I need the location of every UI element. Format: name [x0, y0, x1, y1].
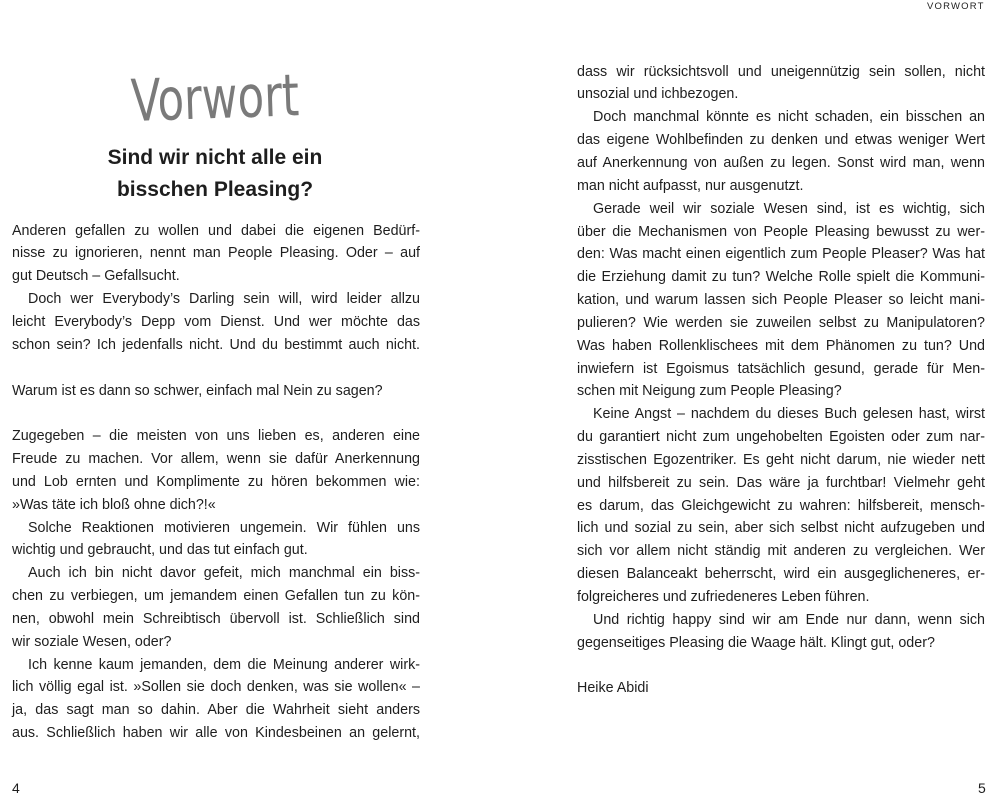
text-line: chen zu verbiegen, um jemandem einen Gefallen tun zu kön-	[12, 588, 420, 605]
paragraph	[12, 654, 420, 745]
text-line: lich und sozial zu sein, aber sich selbst nicht aufzugeben und	[577, 520, 985, 537]
text-line: sich vor allem nicht ständig mit anderen zu vergleichen. Wer	[577, 543, 985, 560]
subtitle-line: Sind wir nicht alle ein	[107, 146, 323, 169]
text-line: diesen Balanceakt beherrscht, wird ein ausgeglicheneres, er-	[577, 566, 985, 583]
paragraph	[12, 380, 420, 403]
text-line: über die Mechanismen von People Pleasing bewusst zu wer-	[577, 223, 985, 240]
text-line: Solche Reaktionen motivieren ungemein. Wir fühlen uns	[28, 519, 420, 536]
text-line: Was haben Rollenklischees mit dem Phänomen zu tun? Und	[577, 337, 985, 354]
text-line: das eigene Wohlbefinden zu denken und etwas weniger Wert	[577, 132, 985, 149]
text-line: den: Was macht einen eigentlich zum People Pleaser? Was hat	[577, 246, 985, 263]
paragraph	[577, 61, 985, 107]
text-line: inwiefern ist Egoismus tatsächlich gesund, gerade für Men-	[577, 360, 985, 377]
author-signature: Heike Abidi	[577, 680, 649, 697]
text-line: Warum ist es dann so schwer, einfach mal Nein zu sagen?	[12, 382, 383, 399]
right-page	[500, 0, 1000, 800]
text-line: pulieren? Wie werden sie zuweilen selbst zu Manipulatoren?	[577, 314, 985, 331]
text-line: kation, und warum lassen sich People Pleaser so leicht mani-	[577, 292, 985, 309]
text-line: nen, obwohl mein Schreibtisch übervoll ist. Schließlich sind	[12, 610, 420, 627]
text-line: Doch manchmal könnte es nicht schaden, ein bisschen an	[593, 109, 985, 126]
text-line: Auch ich bin nicht davor gefeit, mich manchmal ein biss-	[28, 565, 420, 582]
chapter-title: Vorwort	[129, 61, 301, 135]
text-line: gegenseitiges Pleasing die Waage hält. Klingt gut, oder?	[577, 634, 935, 651]
text-line: und hilfsbereit zu sein. Das wäre ja furchtbar! Vielmehr geht	[577, 474, 985, 491]
text-line: zisstischen Egozentriker. Es geht nicht darum, nie wieder nett	[577, 451, 985, 468]
text-line: Freude zu machen. Vor allem, wenn sie dafür Anerkennung	[12, 451, 420, 468]
text-line: und Lob ernten und Komplimente zu hören bekommen wie:	[12, 473, 420, 490]
text-line: ja, das sagt man so dahin. Aber die Wahrheit sieht anders	[12, 702, 420, 719]
text-line: Doch wer Everybody’s Darling sein will, wird leider allzu	[28, 291, 420, 308]
paragraph	[12, 562, 420, 653]
text-line: Und richtig happy sind wir am Ende nur dann, wenn sich	[593, 611, 985, 628]
text-line: Ich kenne kaum jemanden, dem die Meinung anderer wirk-	[28, 656, 420, 673]
paragraph	[577, 198, 985, 404]
text-line: schon sein? Ich jedenfalls nicht. Und du bestimmt auch nicht.	[12, 336, 420, 353]
blank-line	[577, 655, 985, 678]
running-header: VORWORT	[927, 1, 985, 12]
paragraph	[12, 220, 420, 289]
page-number-right: 5	[978, 780, 986, 796]
text-line: die Erziehung damit zu tun? Welche Rolle spielt die Kommuni-	[577, 269, 985, 286]
left-page-body	[12, 220, 420, 745]
paragraph	[12, 425, 420, 516]
text-line: lich völlig egal ist. »Sollen sie doch denken, was sie wollen« –	[12, 679, 420, 696]
text-line: folgreicheres und zufriedeneres Leben führen.	[577, 589, 870, 605]
chapter-subtitle	[95, 142, 335, 206]
text-line: wichtig und gebraucht, und das tut einfach gut.	[12, 542, 308, 559]
paragraph	[577, 403, 985, 609]
page-number-left: 4	[12, 780, 20, 796]
paragraph	[12, 517, 420, 563]
text-line: Anderen gefallen zu wollen und dabei die eigenen Bedürf-	[12, 222, 420, 239]
text-line: schen mit Neigung zum People Pleasing?	[577, 383, 842, 400]
text-line: Gerade weil wir soziale Wesen sind, ist es wichtig, sich	[593, 200, 985, 217]
text-line: es darum, das Gleichgewicht zu wahren: hilfsbereit, mensch-	[577, 497, 985, 514]
text-line: leicht Everybody’s Depp vom Dienst. Und wer möchte das	[12, 313, 420, 330]
text-line: man nicht aufpasst, nur ausgenutzt.	[577, 177, 804, 194]
paragraph	[577, 609, 985, 655]
text-line: nisse zu ignorieren, nennt man People Pleasing. Oder – auf	[12, 245, 420, 262]
text-line: du garantiert nicht zum ungehobelten Egoisten oder zum nar-	[577, 429, 985, 446]
paragraph	[12, 288, 420, 357]
subtitle-line: bisschen Pleasing?	[116, 178, 314, 201]
text-line: unsozial und ichbezogen.	[577, 86, 739, 103]
text-line: »Was täte ich bloß ohne dich?!«	[12, 496, 216, 513]
right-page-body	[577, 61, 985, 701]
text-line: gut Deutsch – Gefallsucht.	[12, 268, 180, 285]
text-line: Zugegeben – die meisten von uns lieben es, anderen eine	[12, 428, 420, 445]
blank-line	[12, 402, 420, 425]
text-line: Keine Angst – nachdem du dieses Buch gelesen hast, wirst	[593, 406, 985, 423]
text-line: wir soziale Wesen, oder?	[12, 633, 172, 650]
text-line: dass wir rücksichtsvoll und uneigennützig sein sollen, nicht	[577, 63, 985, 80]
paragraph	[577, 106, 985, 197]
text-line: aus. Schließlich haben wir alle von Kindesbeinen an gelernt,	[12, 725, 420, 742]
text-line: auf Anerkennung von außen zu legen. Sonst wird man, wenn	[577, 154, 985, 171]
blank-line	[12, 357, 420, 380]
